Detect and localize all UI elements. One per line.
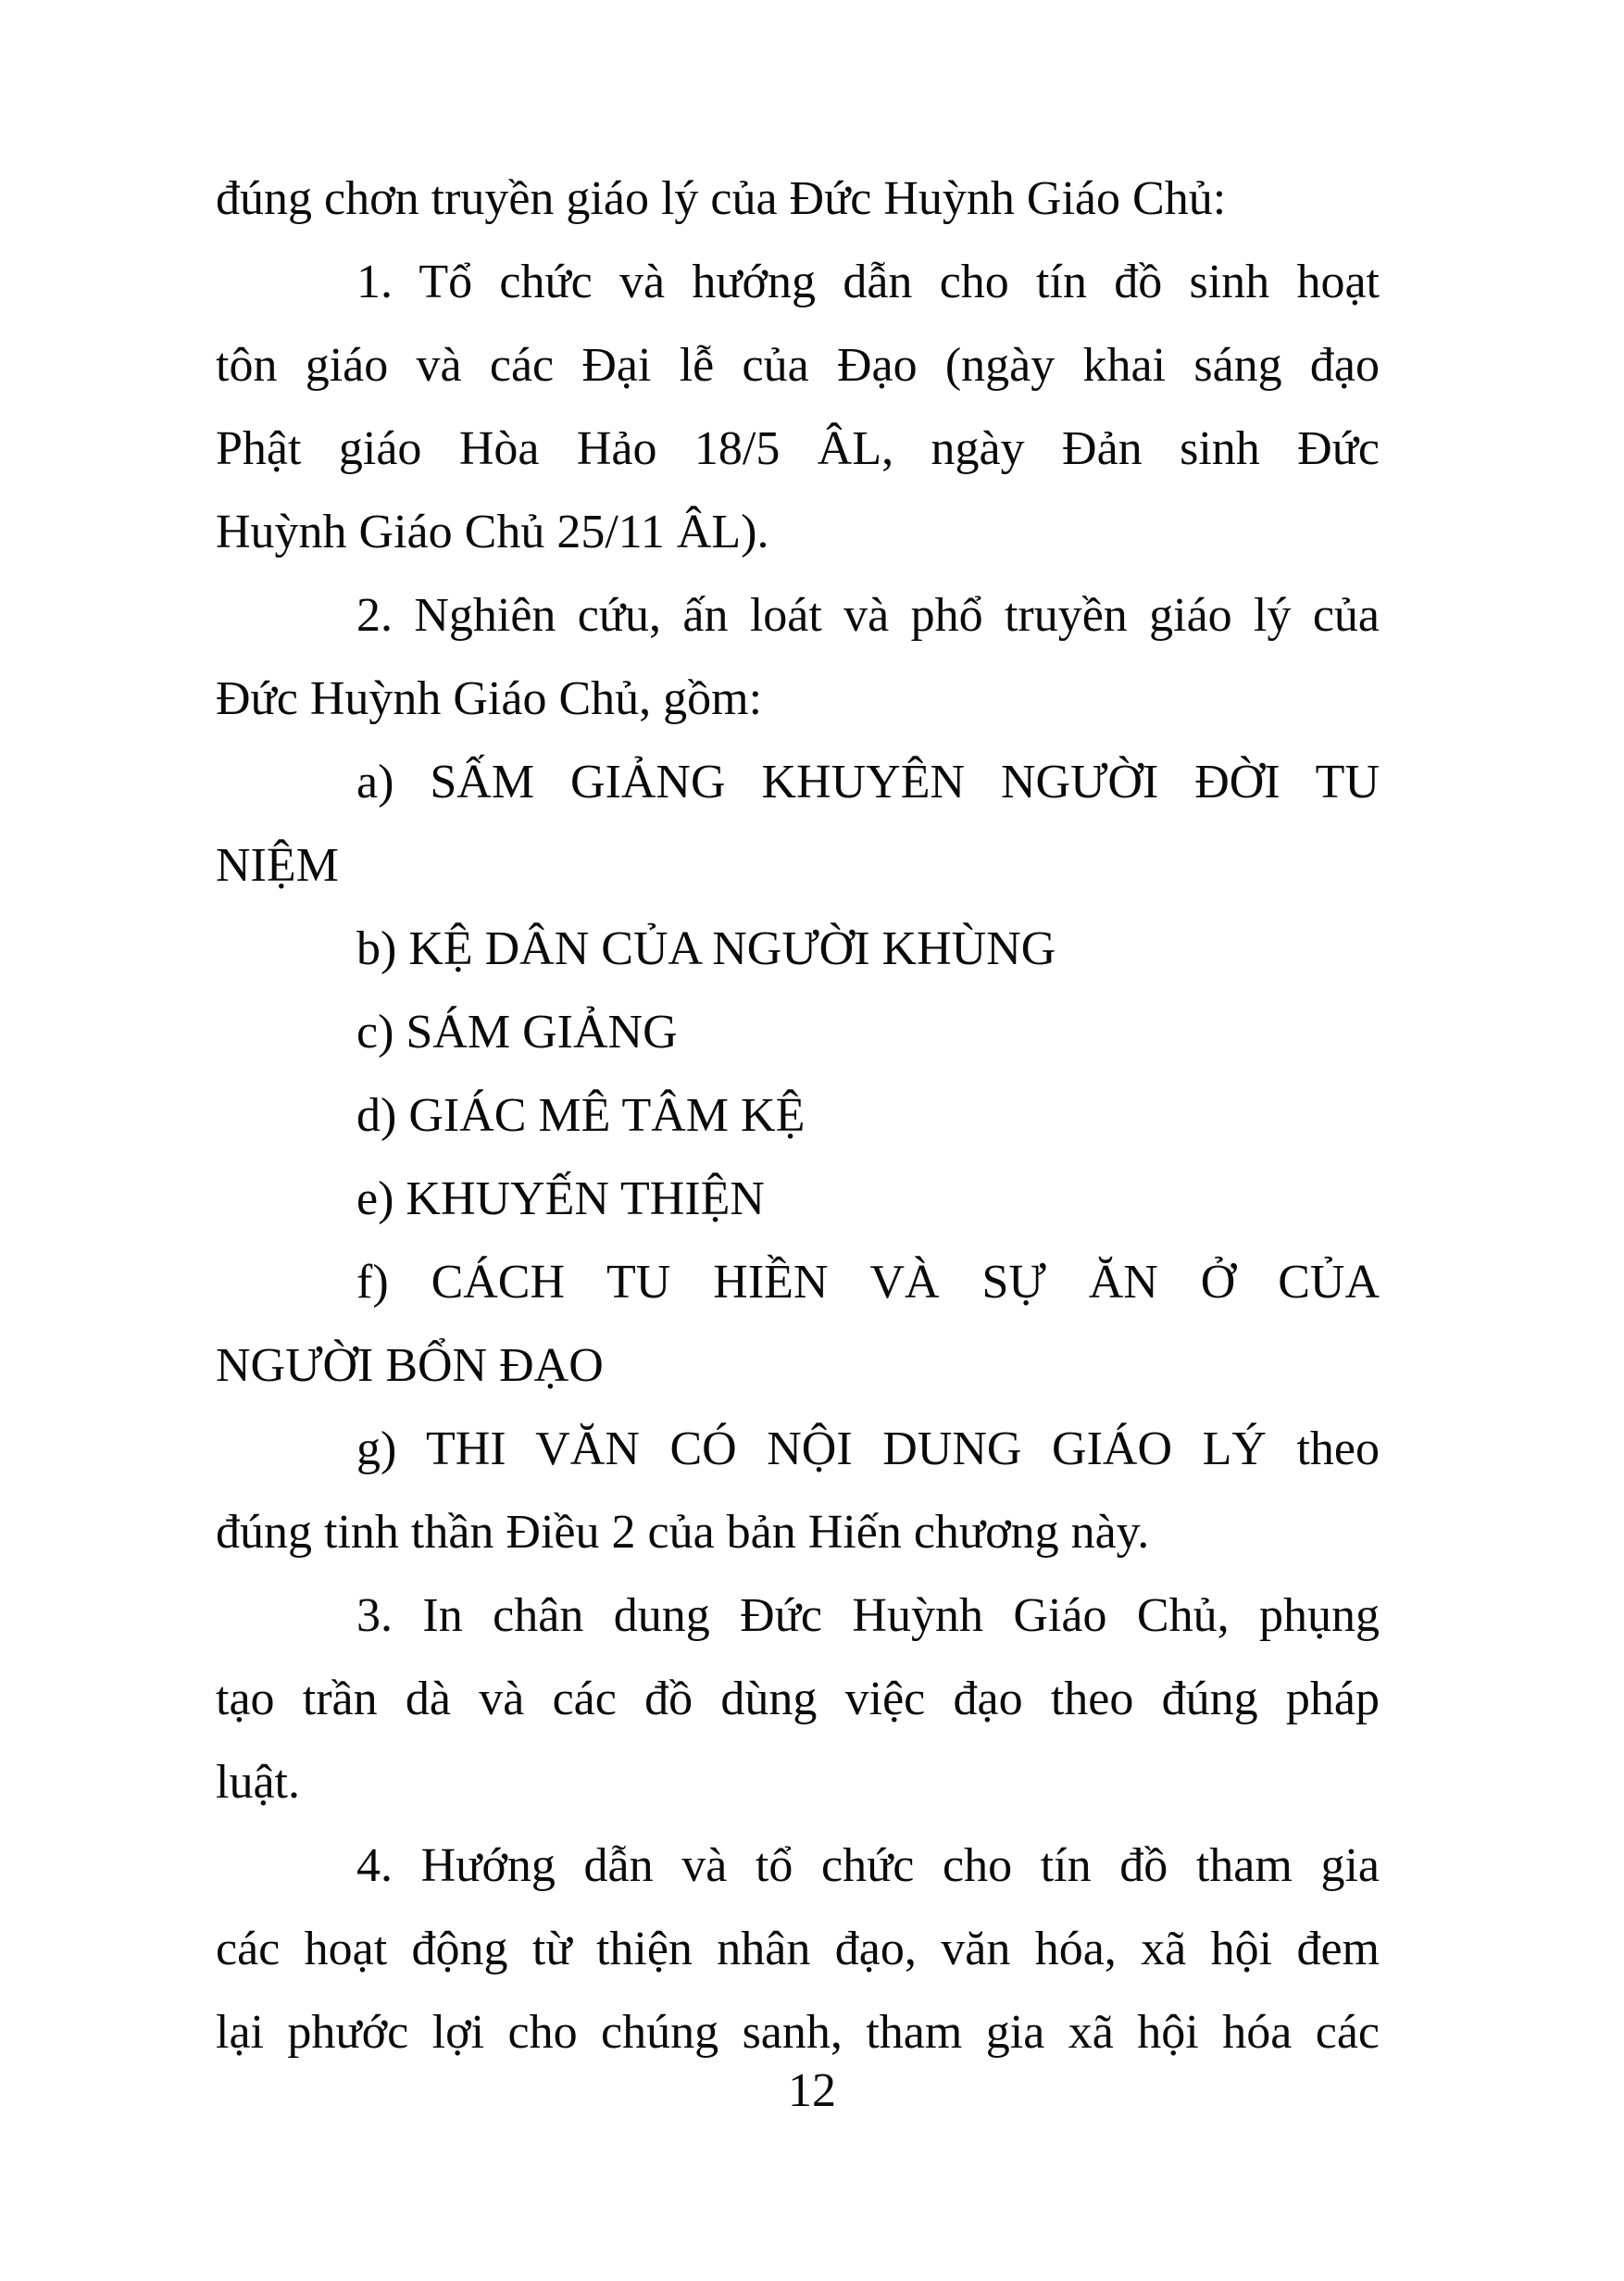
text-line: b) KỆ DÂN CỦA NGƯỜI KHÙNG xyxy=(356,922,1056,975)
text-line: tôn giáo và các Đại lễ của Đạo (ngày khai sáng đạo xyxy=(216,339,1380,392)
text-line: a) SẤM GIẢNG KHUYÊN NGƯỜI ĐỜI TU xyxy=(356,756,1380,808)
text-line: Huỳnh Giáo Chủ 25/11 ÂL). xyxy=(216,506,769,558)
text-line: đúng tinh thần Điều 2 của bản Hiến chương này. xyxy=(216,1506,1150,1559)
text-line: f) CÁCH TU HIỀN VÀ SỰ ĂN Ở CỦA xyxy=(356,1256,1380,1309)
text-line: g) THI VĂN CÓ NỘI DUNG GIÁO LÝ theo xyxy=(356,1422,1380,1475)
text-line: NGƯỜI BỔN ĐẠO xyxy=(216,1339,604,1392)
page-number: 12 xyxy=(788,2064,836,2117)
text-line: e) KHUYẾN THIỆN xyxy=(356,1172,765,1225)
text-line: tạo trần dà và các đồ dùng việc đạo theo đúng pháp xyxy=(216,1673,1380,1725)
text-line: 2. Nghiên cứu, ấn loát và phổ truyền giáo lý của xyxy=(356,589,1380,642)
text-line: luật. xyxy=(216,1756,300,1809)
text-line: lại phước lợi cho chúng sanh, tham gia xã hội hóa các xyxy=(216,2006,1380,2059)
text-line: 4. Hướng dẫn và tổ chức cho tín đồ tham gia xyxy=(356,1839,1380,1892)
text-line: Đức Huỳnh Giáo Chủ, gồm: xyxy=(216,672,763,725)
text-line: đúng chơn truyền giáo lý của Đức Huỳnh Giáo Chủ: xyxy=(216,172,1227,225)
text-line: 3. In chân dung Đức Huỳnh Giáo Chủ, phụng xyxy=(356,1589,1380,1642)
text-line: các hoạt động từ thiện nhân đạo, văn hóa, xã hội đem xyxy=(216,1923,1380,1975)
document-page-text xyxy=(216,157,1380,2074)
text-line: 1. Tổ chức và hướng dẫn cho tín đồ sinh hoạt xyxy=(356,256,1380,308)
text-line: Phật giáo Hòa Hảo 18/5 ÂL, ngày Đản sinh Đức xyxy=(216,422,1380,475)
text-line: c) SÁM GIẢNG xyxy=(356,1006,678,1059)
text-line: NIỆM xyxy=(216,839,339,892)
text-line: d) GIÁC MÊ TÂM KỆ xyxy=(356,1089,806,1142)
